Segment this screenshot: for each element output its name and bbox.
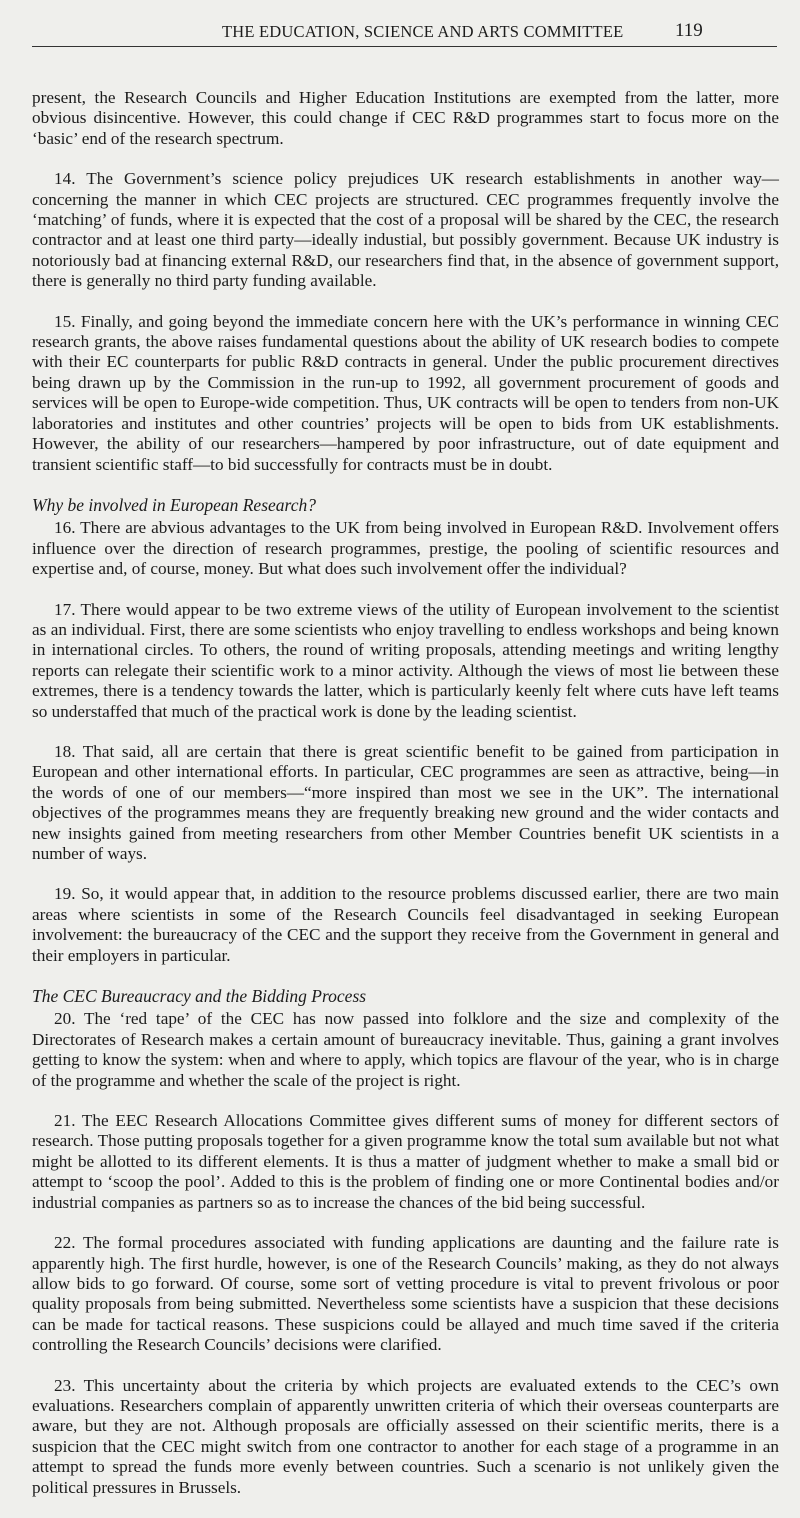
running-header [0,20,800,46]
running-header-title: THE EDUCATION, SCIENCE AND ARTS COMMITTEE [222,22,624,41]
page-number: 119 [675,20,703,41]
paragraph-20: 20. The ‘red tape’ of the CEC has now passed into folklore and the size and complexity of the Directorates of Research makes a certain amount of bureaucracy inevitable. Thus, gaining a grant involves getting to know the system: when and where to apply, which topics are flavour of the year, who is in charge of the programme and whether the scale of the project is right. [32,1009,779,1090]
section-heading-why-involved: Why be involved in European Research? [32,494,316,515]
paragraph-16: 16. There are abvious advantages to the UK from being involved in European R&D. Involvement offers influence over the direction of research programmes, prestige, the pooling of scientific resources and expertise and, of course, money. But what does such involvement offer the individual? [32,518,779,579]
header-rule [32,46,777,47]
paragraph-22: 22. The formal procedures associated with funding applications are daunting and the failure rate is apparently high. The first hurdle, however, is one of the Research Councils’ making, as they do not always allow bids to go forward. Of course, some sort of vetting procedure is vital to prevent frivolous or poor quality proposals from being submitted. Nevertheless some scientists have a suspicion that these decisions can be made for tactical reasons. These suspicions could be allayed and much time saved if the criteria controlling the Research Councils’ decisions were clarified. [32,1233,779,1355]
document-body [32,88,779,1518]
paragraph-18: 18. That said, all are certain that there is great scientific benefit to be gained from participation in European and other international efforts. In particular, CEC programmes are seen as attractive, being—in the words of one of our members—“more inspired than most we see in the UK”. The international objectives of the programmes means they are frequently breaking new ground and the wider contacts and new insights gained from meeting researchers from other Member Countries benefit UK scientists in a number of ways. [32,741,779,863]
paragraph-17: 17. There would appear to be two extreme views of the utility of European involvement to the scientist as an individual. First, there are some scientists who enjoy travelling to endless workshops and being known in international circles. To others, the round of writing proposals, attending meetings and writing lengthy reports can relegate their scientific work to a minor activity. Although the views of most lie between these extremes, there is a tendency towards the latter, which is particularly keenly felt where cuts have left teams so understaffed that much of the practical work is done by the leading scientist. [32,599,779,721]
paragraph-15: 15. Finally, and going beyond the immediate concern here with the UK’s performance in winning CEC research grants, the above raises fundamental questions about the ability of UK research bodies to compete with their EC counterparts for public R&D contracts in general. Under the public procurement directives being drawn up by the Commission in the run-up to 1992, all government procurement of goods and services will be open to Europe-wide competition. Thus, UK contracts will be open to tenders from non-UK laboratories and institutes and other countries’ projects will be open to bids from UK establishments. However, the ability of our researchers—hampered by poor infrastructure, out of date equipment and transient scientific staff—to bid successfully for contracts must be in doubt. [32,311,779,474]
section-heading-cec-bureaucracy: The CEC Bureaucracy and the Bidding Process [32,986,367,1007]
paragraph-19: 19. So, it would appear that, in addition to the resource problems discussed earlier, there are two main areas where scientists in some of the Research Councils feel disadvantaged in seeking European involvement: the bureaucracy of the CEC and the support they receive from the Government in general and their employers in particular. [32,884,779,965]
paragraph-continuation: present, the Research Councils and Higher Education Institutions are exempted from the latter, more obvious disincentive. However, this could change if CEC R&D programmes start to focus more on the ‘basic’ end of the research spectrum. [32,88,779,148]
paragraph-23: 23. This uncertainty about the criteria by which projects are evaluated extends to the CEC’s own evaluations. Researchers complain of apparently unwritten criteria of which their overseas counterparts are aware, but they are not. Although proposals are officially assessed on their scientific merits, there is a suspicion that the CEC might switch from one contractor to another for each stage of a programme in an attempt to spread the funds more evenly between countries. Such a scenario is not unlikely given the political pressures in Brussels. [32,1375,779,1497]
paragraph-21: 21. The EEC Research Allocations Committee gives different sums of money for different sectors of research. Those putting proposals together for a given programme know the total sum available but not what might be allotted to its different elements. It is thus a matter of judgment whether to make a small bid or attempt to ‘scoop the pool’. Added to this is the problem of finding one or more Continental bodies and/or industrial companies as partners so as to increase the chances of the bid being successful. [32,1111,779,1212]
paragraph-14: 14. The Government’s science policy prejudices UK research establishments in another way—concerning the manner in which CEC projects are structured. CEC programmes frequently involve the ‘matching’ of funds, where it is expected that the cost of a proposal will be shared by the CEC, the research contractor and at least one third party—ideally industial, but possibly government. Because UK industry is notoriously bad at financing external R&D, our researchers find that, in the absence of government support, there is generally no third party funding available. [32,169,779,291]
